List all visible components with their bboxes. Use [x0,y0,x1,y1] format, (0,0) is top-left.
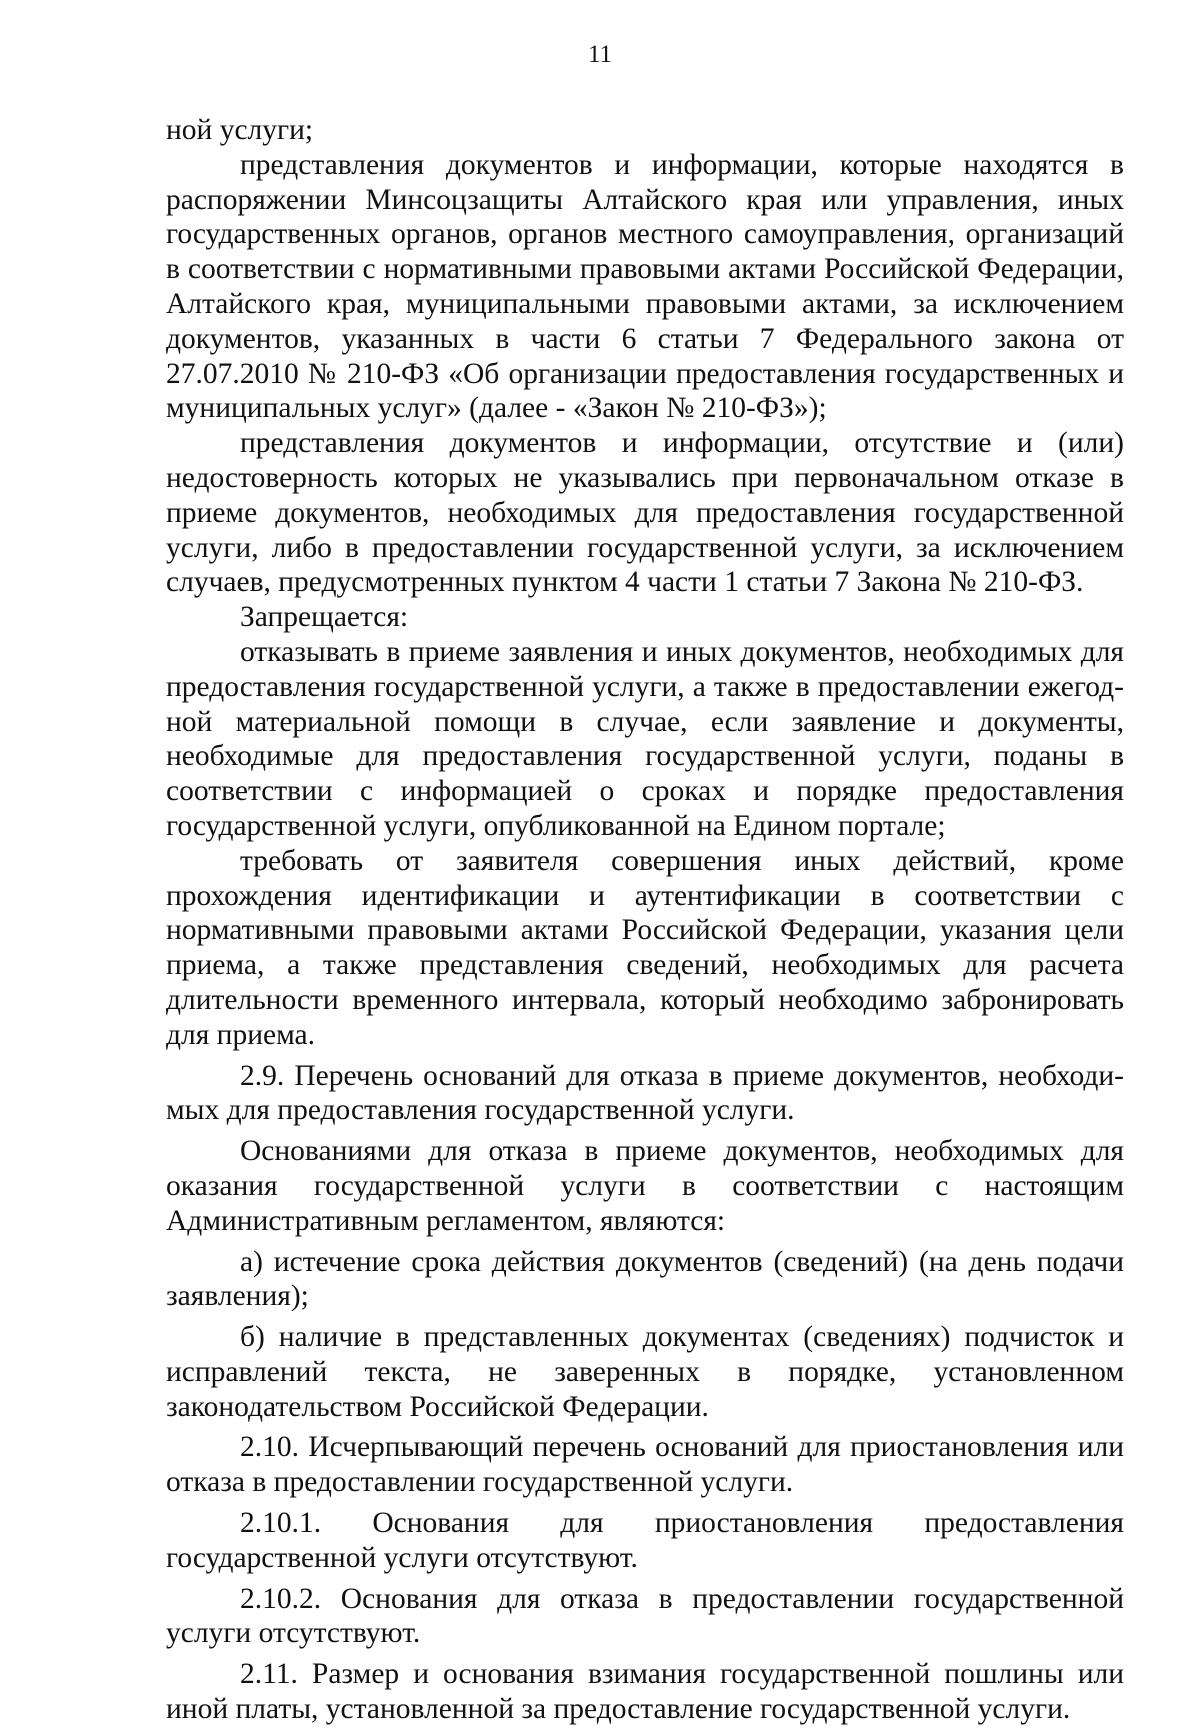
paragraph: представления документов и информации, отсутствие и (или) недостоверность которых не указывались при первоначальном отказе в приеме документов, необходимых для предоставления государственной услуги, либо в предоставлении государственной услуги, за исключением случаев, предусмотренных пунктом 4 части 1 статьи 7 Закона № 210-ФЗ. [166,427,1124,599]
paragraph: требовать от заявителя совершения иных действий, кроме прохождения идентификации и аутентификации в соответствии с нормативными правовыми актами Российской Федерации, указания цели приема, а также представления сведений, необходимых для расчета длительности временного интервала, который необходимо забронировать для приема. [166,844,1124,1051]
paragraph-prohibited-heading: Запрещается: [240,601,409,634]
section-2-10-2: 2.10.2. Основания для отказа в предоставлении государственной услуги отсутствуют. [166,1582,1124,1650]
list-item-a: а) истечение срока действия документов (сведений) (на день подачи заявления); [166,1245,1124,1313]
list-item-b: б) наличие в представленных документах (сведениях) подчисток и исправлений текста, не заверенных в порядке, установленном законодательством Российской Федерации. [166,1321,1124,1423]
paragraph: Основаниями для отказа в приеме документов, необходимых для оказания государственной услуги в соответствии с настоящим Административным регламентом, являются: [166,1135,1124,1237]
paragraph: отказывать в приеме заявления и иных документов, необходимых для предоставления государственной услуги, а также в предоставлении ежегодной материальной помощи в случае, если заявление и документы, необходимые для предоставления государственной услуги, поданы в соответствии с информацией о сроках и порядке предоставления государственной услуги, опубликованной на Едином портале; [166,635,1124,842]
section-heading-2-10: 2.10. Исчерпывающий перечень оснований для приостановления или отказа в предоставлении государственной услуги. [166,1431,1124,1499]
section-2-10-1: 2.10.1. Основания для приостановления предоставления государственной услуги отсутствуют. [166,1507,1124,1574]
page-number: 11 [587,41,613,68]
paragraph-continuation: ной услуги; [166,114,314,146]
section-heading-2-9: 2.9. Перечень оснований для отказа в приеме документов, необходимых для предоставления государственной услуги. [166,1059,1124,1127]
section-heading-2-11: 2.11. Размер и основания взимания государственной пошлины или иной платы, установленной за предоставление государственной услуги. [166,1658,1124,1726]
paragraph: представления документов и информации, которые находятся в распоряжении Минсоцзащиты Алтайского края или управления, иных государственных органов, органов местного самоуправления, организаций в соответствии с нормативными правовыми актами Российской Федерации, Алтайского края, муниципальными правовыми актами, за исключением документов, указанных в части 6 статьи 7 Федерального закона от 27.07.2010 № 210-ФЗ «Об организации предоставления государственных и муниципальных услуг» (далее - «Закон № 210-ФЗ»); [166,148,1124,425]
document-body [166,113,1124,1727]
